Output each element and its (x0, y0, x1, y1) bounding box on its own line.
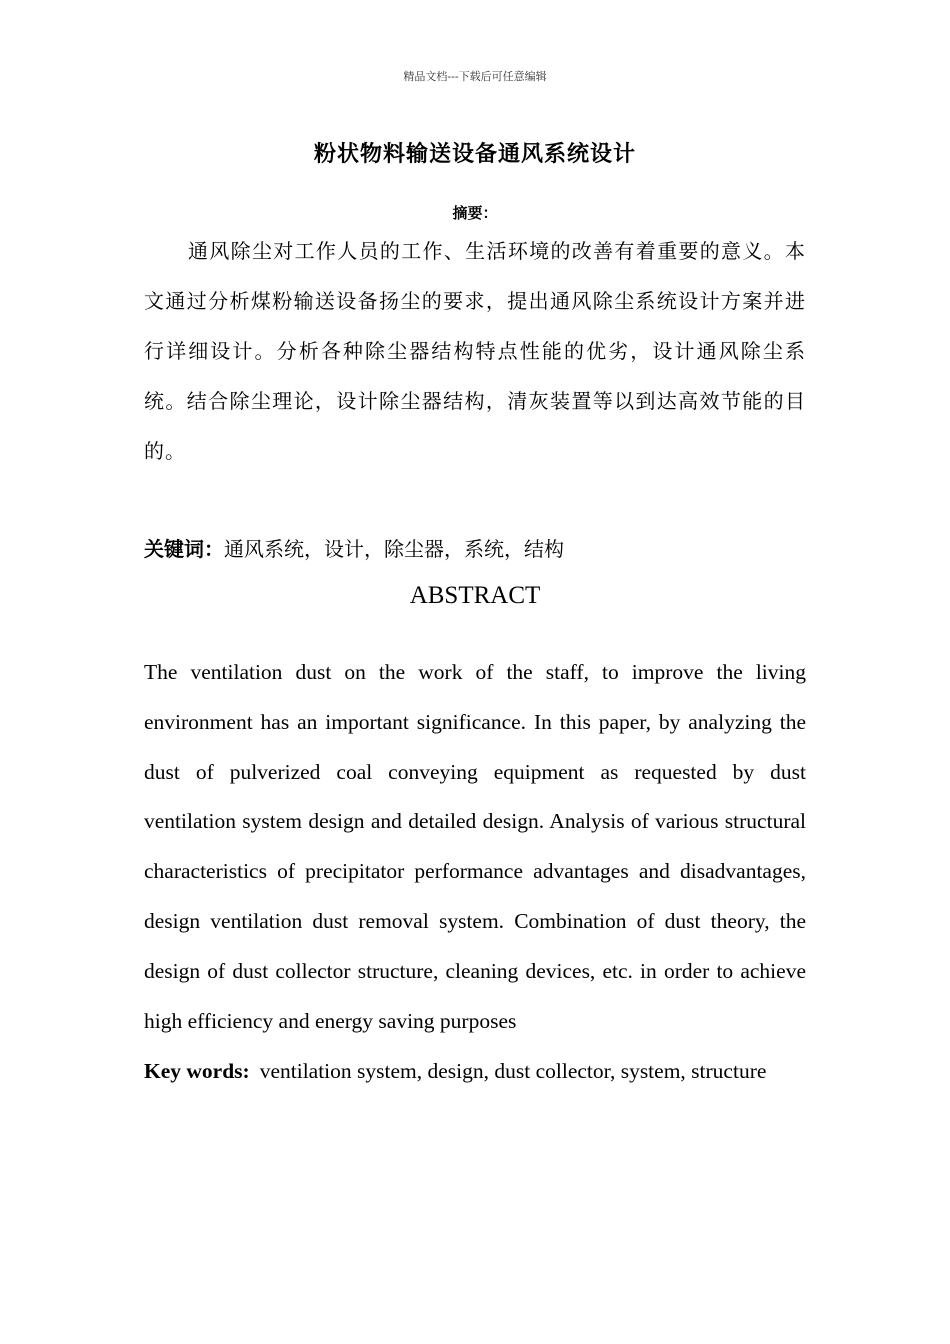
keywords-en-label: Key words: (144, 1059, 250, 1083)
abstract-cn-text: 通风除尘对工作人员的工作、生活环境的改善有着重要的意义。本文通过分析煤粉输送设备扬尘的要求，提出通风除尘系统设计方案并进行详细设计。分析各种除尘器结构特点性能的优劣，设计通风除尘系统。结合除尘理论，设计除尘器结构，清灰装置等以到达高效节能的目的。 (144, 239, 806, 463)
keywords-en-text: ventilation system, design, dust collector, system, structure (259, 1059, 767, 1083)
abstract-cn-label: 摘要： (452, 204, 498, 222)
abstract-en-text: The ventilation dust on the work of the staff, to improve the living environment has an important significance. In this paper, by analyzing the dust of pulverized coal conveying equipment as requested by dust ventilation system design and detailed design. Analysis of various structural characteristics of precipitator performance advantages and disadvantages, design ventilation dust removal system. Combination of dust theory, the design of dust collector structure, cleaning devices, etc. in order to achieve high efficiency and energy saving purposes (144, 660, 806, 1033)
keywords-en (144, 1048, 844, 1094)
keywords-cn (144, 524, 806, 574)
page-title: 粉状物料输送设备通风系统设计 (313, 142, 636, 167)
header-note: 精品文档---下载后可任意编辑 (403, 70, 547, 83)
abstract-en-title: ABSTRACT (409, 582, 541, 609)
keywords-cn-text: 通风系统，设计，除尘器，系统，结构 (224, 537, 564, 561)
keywords-cn-label: 关键词： (144, 537, 224, 561)
